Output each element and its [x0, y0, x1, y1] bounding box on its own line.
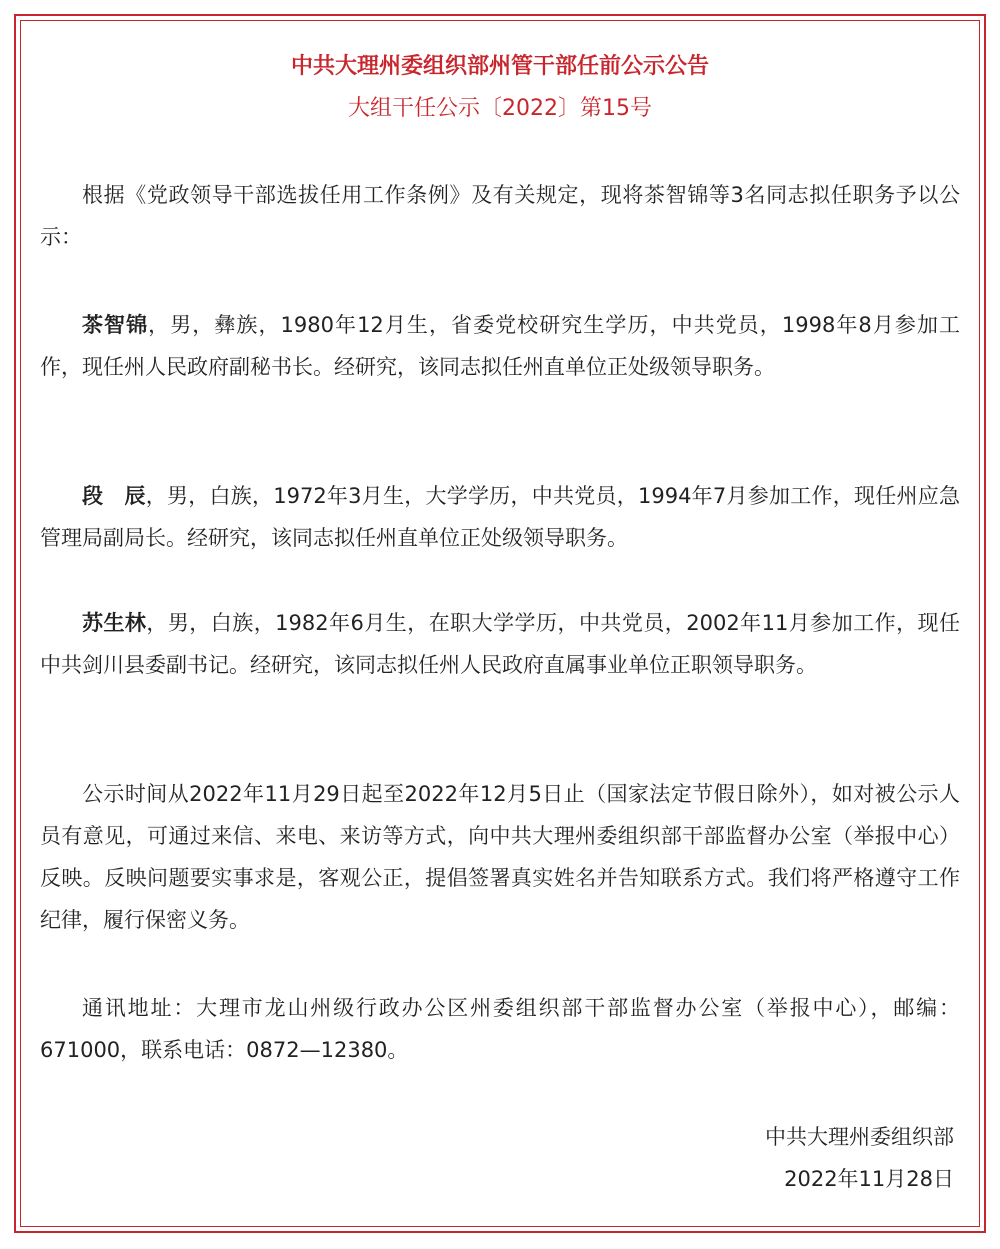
contact-address-paragraph: 通讯地址：大理市龙山州级行政办公区州委组织部干部监督办公室（举报中心），邮编：671000，联系电话：0872—12380。	[40, 996, 960, 1062]
signature-organization: 中共大理州委组织部	[765, 1125, 954, 1149]
candidate-paragraph	[40, 475, 960, 559]
candidate-paragraph	[40, 304, 960, 388]
signature-block	[765, 1116, 954, 1200]
candidate-paragraph	[40, 602, 960, 686]
document-title: 中共大理州委组织部州管干部任前公示公告	[290, 54, 709, 79]
candidate-details: ，男，彝族，1980年12月生，省委党校研究生学历，中共党员，1998年8月参加工作，现任州人民政府副秘书长。经研究，该同志拟任州直单位正处级领导职务。	[40, 313, 961, 379]
intro-paragraph: 根据《党政领导干部选拔任用工作条例》及有关规定，现将茶智锦等3名同志拟任职务予以公示：	[40, 183, 960, 249]
candidate-name: 段 辰	[82, 484, 146, 508]
document-number: 大组干任公示〔2022〕第15号	[348, 96, 652, 121]
candidate-name: 苏生林	[82, 611, 147, 635]
candidate-details: ，男，白族，1972年3月生，大学学历，中共党员，1994年7月参加工作，现任州应急管理局副局长。经研究，该同志拟任州直单位正处级领导职务。	[40, 484, 961, 550]
signature-date: 2022年11月28日	[784, 1167, 954, 1191]
candidate-details: ，男，白族，1982年6月生，在职大学学历，中共党员，2002年11月参加工作，现任中共剑川县委副书记。经研究，该同志拟任州人民政府直属事业单位正职领导职务。	[40, 611, 961, 677]
notice-period-paragraph: 公示时间从2022年11月29日起至2022年12月5日止（国家法定节假日除外），如对被公示人员有意见，可通过来信、来电、来访等方式，向中共大理州委组织部干部监督办公室（举报中心）反映。反映问题要实事求是，客观公正，提倡签署真实姓名并告知联系方式。我们将严格遵守工作纪律，履行保密义务。	[40, 782, 960, 932]
candidate-name: 茶智锦	[82, 313, 149, 337]
